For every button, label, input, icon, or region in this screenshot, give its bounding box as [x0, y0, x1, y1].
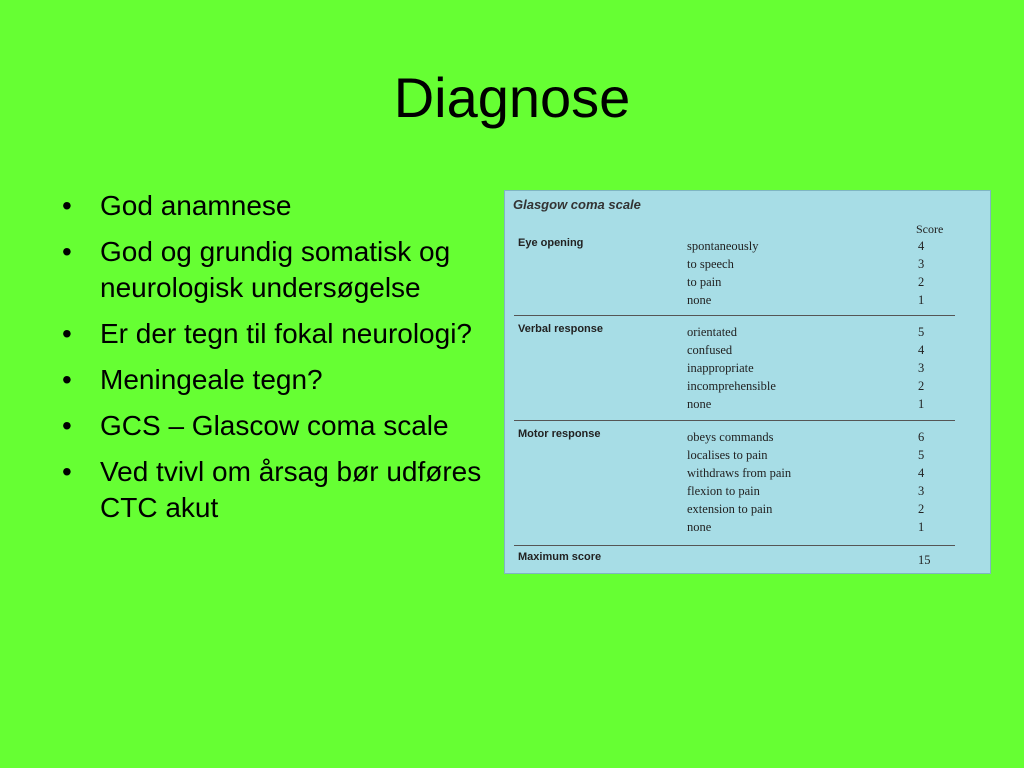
gcs-score: 3: [918, 361, 925, 375]
bullet-text: Ved tvivl om årsag bør udføres CTC akut: [100, 456, 482, 523]
gcs-response: localises to pain: [687, 448, 768, 462]
bullet-text: Meningeale tegn?: [100, 364, 323, 395]
gcs-response: to speech: [687, 257, 734, 271]
gcs-row: [514, 551, 955, 569]
gcs-row: [514, 291, 955, 309]
bullet-item: [56, 316, 496, 352]
bullet-item: [56, 408, 496, 444]
gcs-score: 4: [918, 466, 925, 480]
bullet-dot: •: [62, 456, 72, 487]
gcs-score: 2: [918, 379, 925, 393]
gcs-score: 1: [918, 397, 925, 411]
gcs-response: inappropriate: [687, 361, 754, 375]
gcs-category: Verbal response: [518, 323, 603, 335]
gcs-score: 5: [918, 325, 925, 339]
gcs-score: 6: [918, 430, 925, 444]
bullet-dot: •: [62, 364, 72, 395]
bullet-list: [56, 188, 496, 536]
gcs-score: 4: [918, 239, 925, 253]
bullet-text: God anamnese: [100, 190, 292, 221]
gcs-row: [514, 482, 955, 500]
gcs-row: [514, 377, 955, 395]
gcs-category: Motor response: [518, 428, 601, 440]
gcs-response: none: [687, 293, 712, 307]
bullet-text: God og grundig somatisk og neurologisk undersøgelse: [100, 236, 451, 303]
gcs-group-motor-response: [514, 428, 955, 536]
gcs-response: flexion to pain: [687, 484, 760, 498]
gcs-row: [514, 237, 955, 255]
bullet-text: Er der tegn til fokal neurologi?: [100, 318, 472, 349]
bullet-dot: •: [62, 318, 72, 349]
bullet-dot: •: [62, 410, 72, 441]
gcs-row: [514, 323, 955, 341]
gcs-score: 1: [918, 293, 925, 307]
gcs-response: withdraws from pain: [687, 466, 792, 480]
bullet-item: [56, 362, 496, 398]
gcs-response: none: [687, 520, 712, 534]
gcs-divider: [514, 545, 955, 546]
gcs-maximum-label: Maximum score: [518, 551, 602, 563]
gcs-score: 2: [918, 275, 925, 289]
gcs-row: [514, 359, 955, 377]
gcs-group-maximum-score: [514, 551, 955, 569]
gcs-row: [514, 395, 955, 413]
bullet-item: [56, 454, 496, 526]
gcs-row: [514, 341, 955, 359]
bullet-text: GCS – Glascow coma scale: [100, 410, 449, 441]
gcs-score: 4: [918, 343, 925, 357]
bullet-item: [56, 234, 496, 306]
slide-title: Diagnose: [393, 66, 631, 129]
bullet-dot: •: [62, 190, 72, 221]
gcs-score: 3: [918, 257, 925, 271]
bullet-item: [56, 188, 496, 224]
gcs-response: none: [687, 397, 712, 411]
gcs-row: [514, 518, 955, 536]
gcs-maximum-value: 15: [918, 553, 931, 567]
gcs-score: 1: [918, 520, 925, 534]
gcs-divider: [514, 315, 955, 316]
gcs-group-verbal-response: [514, 323, 955, 413]
gcs-response: orientated: [687, 325, 737, 339]
gcs-row: [514, 273, 955, 291]
gcs-score: 2: [918, 502, 925, 516]
gcs-response: obeys commands: [687, 430, 774, 444]
gcs-category: Eye opening: [518, 237, 584, 249]
score-column-header: Score: [916, 222, 944, 236]
gcs-table-image: [504, 190, 991, 574]
gcs-response: confused: [687, 343, 733, 357]
gcs-row: [514, 255, 955, 273]
gcs-divider: [514, 420, 955, 421]
gcs-score: 3: [918, 484, 925, 498]
gcs-score: 5: [918, 448, 925, 462]
gcs-response: incomprehensible: [687, 379, 776, 393]
gcs-row: [514, 464, 955, 482]
gcs-response: spontaneously: [687, 239, 759, 253]
gcs-row: [514, 500, 955, 518]
gcs-response: extension to pain: [687, 502, 773, 516]
gcs-row: [514, 428, 955, 446]
gcs-response: to pain: [687, 275, 722, 289]
gcs-group-eye-opening: [514, 237, 955, 309]
bullet-dot: •: [62, 236, 72, 267]
gcs-row: [514, 446, 955, 464]
gcs-title: Glasgow coma scale: [513, 197, 641, 212]
